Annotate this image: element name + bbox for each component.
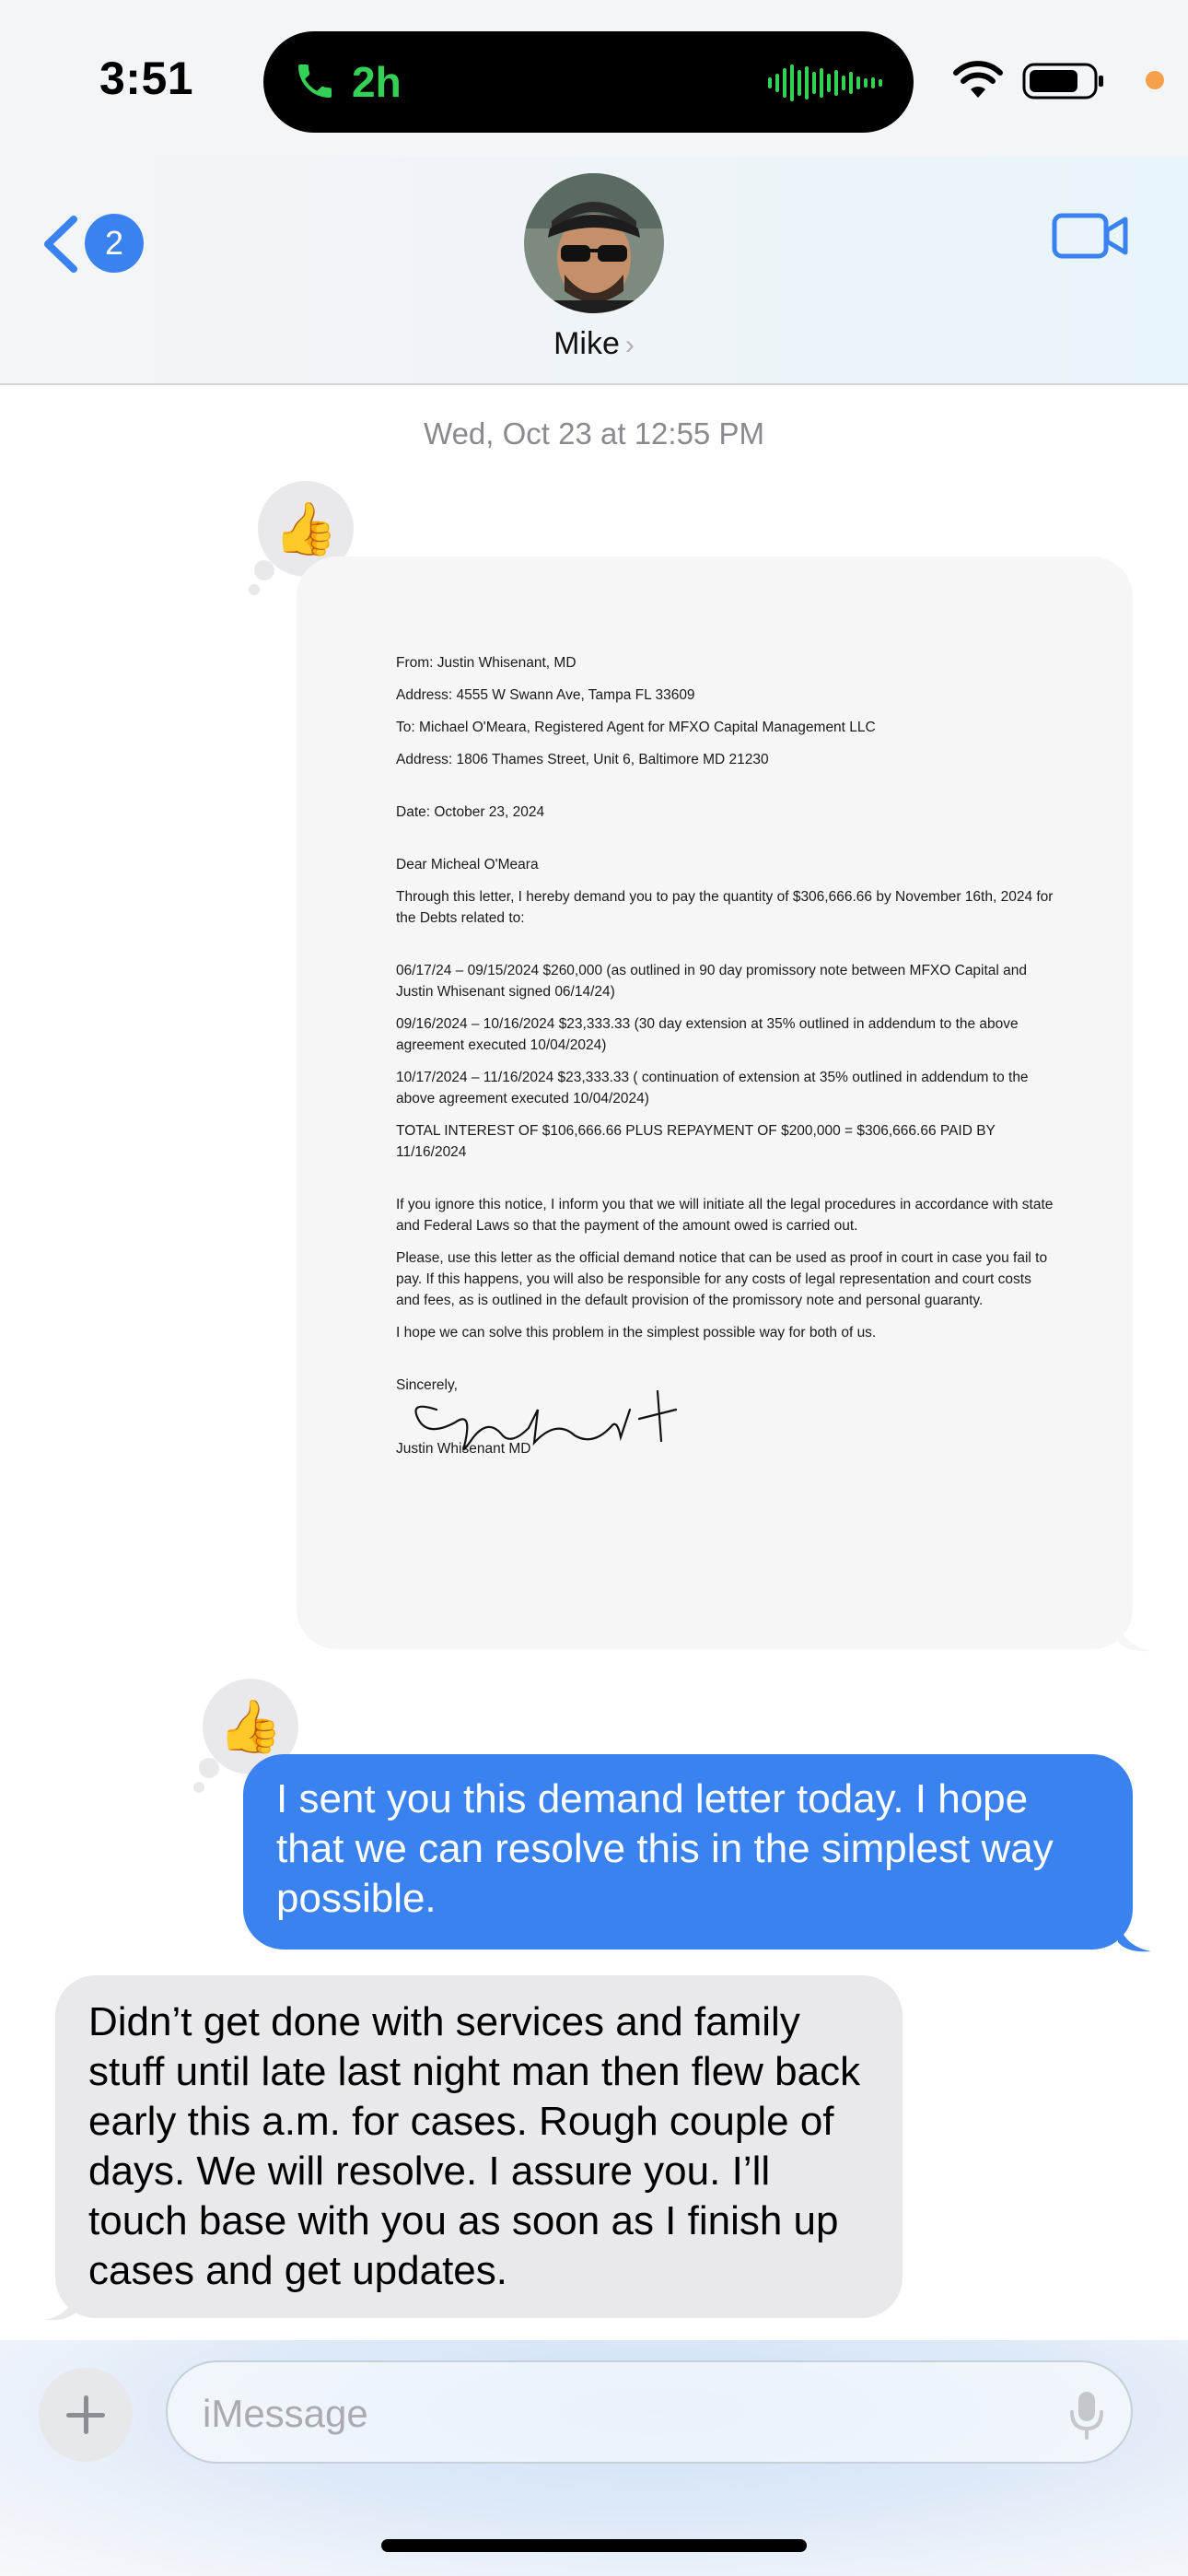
letter-address-from: Address: 4555 W Swann Ave, Tampa FL 33609	[396, 687, 695, 703]
call-duration: 2h	[352, 58, 402, 106]
thumbs-up-icon: 👍	[218, 1697, 283, 1755]
conversation-header	[0, 157, 1188, 385]
bubble-tail	[1118, 1618, 1155, 1655]
tapback-tail	[254, 560, 274, 580]
letter-salutation: Dear Micheal O'Meara	[396, 857, 539, 872]
letter-address-to: Address: 1806 Thames Street, Unit 6, Baltimore MD 21230	[396, 752, 769, 767]
letter-item: 06/17/24 – 09/15/2024 $260,000 (as outlined in 90 day promissory note between MFXO Capital and Justin Whisenant signed 06/14/24)	[396, 963, 1028, 1000]
chevron-right-icon: ›	[624, 330, 635, 360]
status-bar	[0, 0, 1188, 157]
privacy-indicator-dot	[1146, 71, 1164, 89]
dynamic-island-call[interactable]	[263, 31, 914, 133]
home-indicator[interactable]	[381, 2539, 807, 2552]
letter-intro: Through this letter, I hereby demand you to pay the quantity of $306,666.66 by November 16th, 2024 for the Debts related to:	[396, 889, 1054, 926]
received-message-bubble[interactable]	[55, 1975, 903, 2318]
bubble-tail	[1118, 1918, 1155, 1955]
letter-date: Date: October 23, 2024	[396, 804, 545, 820]
phone-icon	[293, 59, 337, 103]
letter-signature-name: Justin Whisenant MD	[396, 1441, 531, 1457]
tapback-tail-dot	[249, 584, 260, 595]
signature-block	[396, 1375, 1059, 1476]
thumbs-up-icon: 👍	[274, 499, 338, 557]
letter-sign-off: Sincerely,	[396, 1377, 458, 1393]
back-chevron-icon	[39, 216, 83, 273]
status-time: 3:51	[99, 53, 194, 104]
contact-name-button[interactable]	[0, 326, 1188, 362]
message-input-placeholder: iMessage	[203, 2392, 368, 2435]
tapback-tail	[199, 1758, 219, 1778]
letter-notice: If you ignore this notice, I inform you that we will initiate all the legal procedures in accordance with state and Federal Laws so that the payment of the amount owed is carried out.	[396, 1197, 1054, 1234]
compose-bar	[0, 2340, 1188, 2576]
video-camera-icon[interactable]	[1052, 208, 1129, 263]
avatar[interactable]	[524, 173, 664, 313]
bubble-tail	[41, 2287, 77, 2324]
letter-closing: I hope we can solve this problem in the simplest possible way for both of us.	[396, 1325, 877, 1341]
received-message-text: Didn’t get done with services and family stuff until late last night man then flew back early this a.m. for cases. Rough couple of days. We will resolve. I assure you. I’ll touch base with you as soon as I finish up cases and get updates.	[88, 1999, 861, 2293]
letter-to: To: Michael O'Meara, Registered Agent for MFXO Capital Management LLC	[396, 720, 876, 735]
letter-item: 09/16/2024 – 10/16/2024 $23,333.33 (30 day extension at 35% outlined in addendum to the above agreement executed 10/04/2024)	[396, 1016, 1019, 1053]
unread-count-badge: 2	[85, 214, 144, 273]
wifi-icon	[952, 61, 1004, 101]
message-timestamp: Wed, Oct 23 at 12:55 PM	[424, 416, 764, 451]
letter-item: 10/17/2024 – 11/16/2024 $23,333.33 ( continuation of extension at 35% outlined in addendum to the above agreement executed 10/04/2024)	[396, 1070, 1029, 1107]
contact-name: Mike	[553, 326, 620, 361]
document-image-bubble[interactable]	[297, 556, 1133, 1649]
plus-icon[interactable]	[39, 2368, 133, 2462]
audio-wave-icon	[766, 63, 886, 103]
tapback-tail-dot	[193, 1782, 204, 1793]
battery-icon	[1022, 61, 1105, 101]
demand-letter	[396, 652, 1059, 1476]
microphone-icon[interactable]	[1068, 2390, 1105, 2440]
letter-from: From: Justin Whisenant, MD	[396, 655, 577, 671]
letter-notice: Please, use this letter as the official demand notice that can be used as proof in court in case you fail to pay. If this happens, you will also be responsible for any costs of legal representation and court costs and fees, as is outlined in the default provision of the promissory note and personal guaranty.	[396, 1250, 1048, 1308]
sent-message-bubble[interactable]	[243, 1754, 1133, 1950]
sent-message-text: I sent you this demand letter today. I hope that we can resolve this in the simplest way possible.	[276, 1776, 1054, 1921]
letter-total: TOTAL INTEREST OF $106,666.66 PLUS REPAYMENT OF $200,000 = $306,666.66 PAID BY 11/16/2024	[396, 1123, 996, 1160]
back-button[interactable]	[39, 208, 140, 278]
handwritten-signature	[400, 1382, 713, 1470]
message-input[interactable]	[166, 2360, 1133, 2464]
